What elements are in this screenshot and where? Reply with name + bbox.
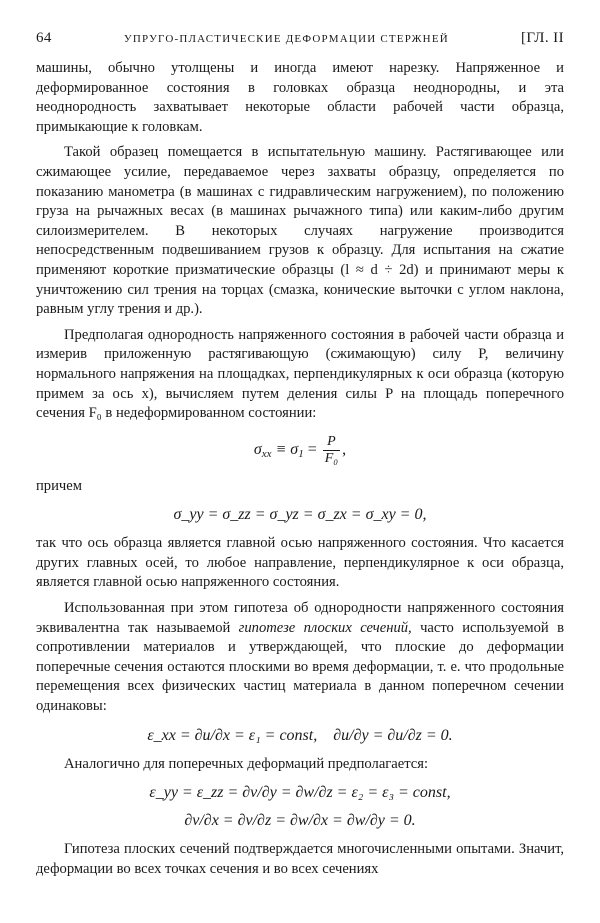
formula-transverse-strain-2: ∂v/∂x = ∂v/∂z = ∂w/∂x = ∂w/∂y = 0. — [184, 812, 416, 830]
term-plane-sections: гипотезе плоских сечений, — [238, 619, 412, 636]
paragraph-8: Гипотеза плоских сечений подтверждается многочисленными опытами. Значит, деформации во всех точках сечения и во всех сечениях — [36, 841, 564, 877]
formula-shear-zero: σ_yy = σ_zz = σ_yz = σ_zx = σ_xy = 0, — [173, 506, 427, 524]
paragraph-2: Такой образец помещается в испытательную машину. Растягивающее или сжимающее усилие, передаваемое через захваты образцу, определяется по показанию манометра (в машинах с гидравлическим нагружением), по положению груза на рычажных весах (в машинах рычажного типа) или каким-либо другим силоизмерителем. В некоторых случаях нагружение производится непосредственным подвешиванием грузов к образцу. Для испытания на сжатие применяют короткие призматические образцы (l ≈ d ÷ 2d) и принимают меры к уничтожению сил трения на торцах (смазка, конические выточки с углом наклона, равным углу трения и др.). — [36, 144, 564, 318]
paragraph-4: причем — [36, 477, 82, 494]
running-title: УПРУГО-ПЛАСТИЧЕСКИЕ ДЕФОРМАЦИИ СТЕРЖНЕЙ — [123, 33, 449, 45]
chapter-label: [ГЛ. II — [520, 30, 564, 46]
paragraph-6: Использованная при этом гипотеза об однородности напряженного состояния эквивалентна так называемой гипотезе плоских сечений, часто используемой в сопротивлении материалов и утверждающей, что плоские до деформации поперечные сечения остаются плоскими во время деформации, т. е. что продольные перемещения всех физических частиц материала в данном поперечном сечении одинаковы: — [36, 600, 564, 715]
paragraph-7: Аналогично для поперечных деформаций предполагается: — [64, 755, 429, 772]
paragraph-5: так что ось образца является главной осью напряженного состояния. Что касается других главных осей, то любое направление, перпендикулярное к оси образца, является главной осью напряженного состояния. — [36, 535, 564, 591]
formula-sigma-xx: $\sigma_{xx} \equiv \sigma_1$ = $\frac{P}{\text{F₀}}$ , — [253, 433, 347, 466]
formula-transverse-strain-1: ε_yy = ε_zz = ∂v/∂y = ∂w/∂z = ε₂ = ε₃ = const, — [149, 784, 451, 802]
formula-longitudinal-strain: ε_xx = ∂u/∂x = ε₁ = const, ∂u/∂y = ∂u/∂z = 0. — [147, 726, 453, 744]
paragraph-1: машины, обычно утолщены и иногда имеют нарезку. Напряженное и деформированное состояния в головках образца неоднородны, и эта неоднородность захватывает некоторые области рабочей части образца, примыкающие к головкам. — [36, 60, 564, 135]
page-number: 64 — [36, 30, 52, 46]
paragraph-3: Предполагая однородность напряженного состояния в рабочей части образца и измерив приложенную растягивающую (сжимающую) силу P, величину нормального напряжения на площадках, перпендикулярных к оси образца (которую примем за ось x), вычисляем путем деления силы P на площадь поперечного сечения F₀ в недеформированном состоянии: — [36, 326, 564, 422]
running-header — [36, 30, 564, 47]
page — [36, 30, 564, 879]
